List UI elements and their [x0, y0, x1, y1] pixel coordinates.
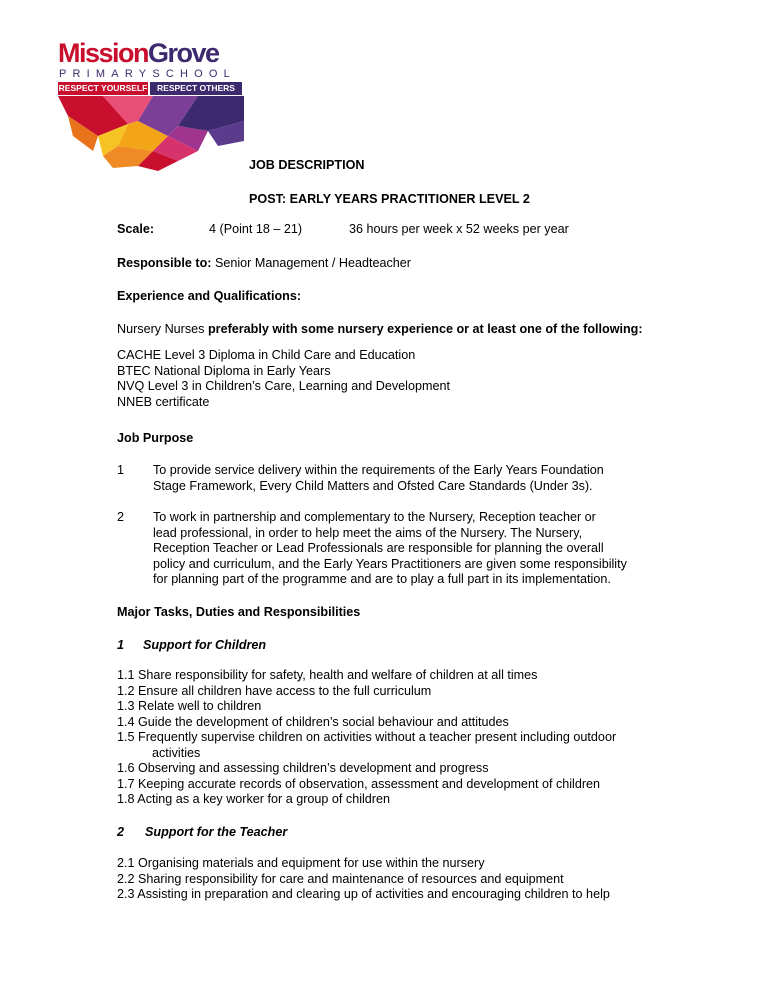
section-1-number: 1 — [117, 638, 125, 652]
list-item: 1.2 Ensure all children have access to the full curriculum — [117, 683, 432, 698]
school-logo — [58, 38, 248, 173]
logo-school-name: MissionGrove — [58, 38, 219, 68]
handshake-graphic — [58, 96, 244, 173]
major-tasks-heading: Major Tasks, Duties and Responsibilities — [117, 605, 361, 619]
job-purpose-heading: Job Purpose — [117, 431, 194, 445]
section-2-title: Support for the Teacher — [145, 825, 288, 839]
purpose-number: 2 — [117, 510, 125, 524]
list-item: activities — [152, 745, 201, 760]
scale-value: 4 (Point 18 – 21) — [209, 222, 303, 236]
list-item: 1.1 Share responsibility for safety, health and welfare of children at all times — [117, 668, 538, 682]
qualification-item: NNEB certificate — [117, 394, 210, 409]
list-item: 2.3 Assisting in preparation and clearing up of activities and encouraging children to help — [117, 887, 610, 901]
qualifications-list — [117, 348, 450, 410]
hours-text: 36 hours per week x 52 weeks per year — [349, 222, 569, 236]
qualification-item: NVQ Level 3 in Children’s Care, Learning and Development — [117, 379, 450, 393]
purpose-item-1: To provide service delivery within the requirements of the Early Years Foundation Stage Framework, Every Child Matters and Ofsted Care Standards (Under 3s). — [153, 463, 604, 493]
list-item: 2.2 Sharing responsibility for care and maintenance of resources and equipment — [117, 871, 564, 886]
qualification-item: CACHE Level 3 Diploma in Child Care and Education — [117, 348, 416, 362]
section-1-title: Support for Children — [143, 638, 267, 652]
section-2-list — [117, 856, 610, 903]
list-item: 2.1 Organising materials and equipment for use within the nursery — [117, 856, 485, 870]
nursery-line: Nursery Nurses preferably with some nursery experience or at least one of the following: — [117, 322, 643, 336]
experience-heading: Experience and Qualifications: — [117, 289, 302, 303]
list-item: 1.5 Frequently supervise children on activities without a teacher present including outdoor — [117, 730, 617, 744]
list-item: 1.3 Relate well to children — [117, 699, 262, 713]
logo-motto-right: RESPECT OTHERS — [150, 82, 242, 95]
list-item: 1.8 Acting as a key worker for a group of children — [117, 792, 391, 806]
section-1-list — [117, 668, 616, 808]
list-item: 1.4 Guide the development of children’s social behaviour and attitudes — [117, 714, 509, 729]
scale-label: Scale: — [117, 222, 155, 236]
section-2-number: 2 — [117, 825, 125, 839]
responsible-line: Responsible to: Senior Management / Headteacher — [117, 256, 411, 270]
qualification-item: BTEC National Diploma in Early Years — [117, 363, 331, 378]
purpose-number: 1 — [117, 463, 125, 477]
doc-title: JOB DESCRIPTION — [249, 158, 365, 172]
doc-post: POST: EARLY YEARS PRACTITIONER LEVEL 2 — [249, 192, 530, 206]
logo-subtitle: PRIMARYSCHOOL — [59, 68, 236, 80]
list-item: 1.7 Keeping accurate records of observation, assessment and development of children — [117, 776, 601, 791]
purpose-item-2: To work in partnership and complementary to the Nursery, Reception teacher or lead professional, in order to help meet the aims of the Nursery. The Nursery, Reception Teacher or Lead Professionals are responsible for planning the overall policy and curriculum, and the Early Years Practitioners are given some responsibility for planning part of the programme and are to play a full part in its implementation. — [153, 510, 627, 586]
list-item: 1.6 Observing and assessing children’s development and progress — [117, 761, 489, 775]
logo-motto-left: RESPECT YOURSELF — [58, 83, 148, 93]
